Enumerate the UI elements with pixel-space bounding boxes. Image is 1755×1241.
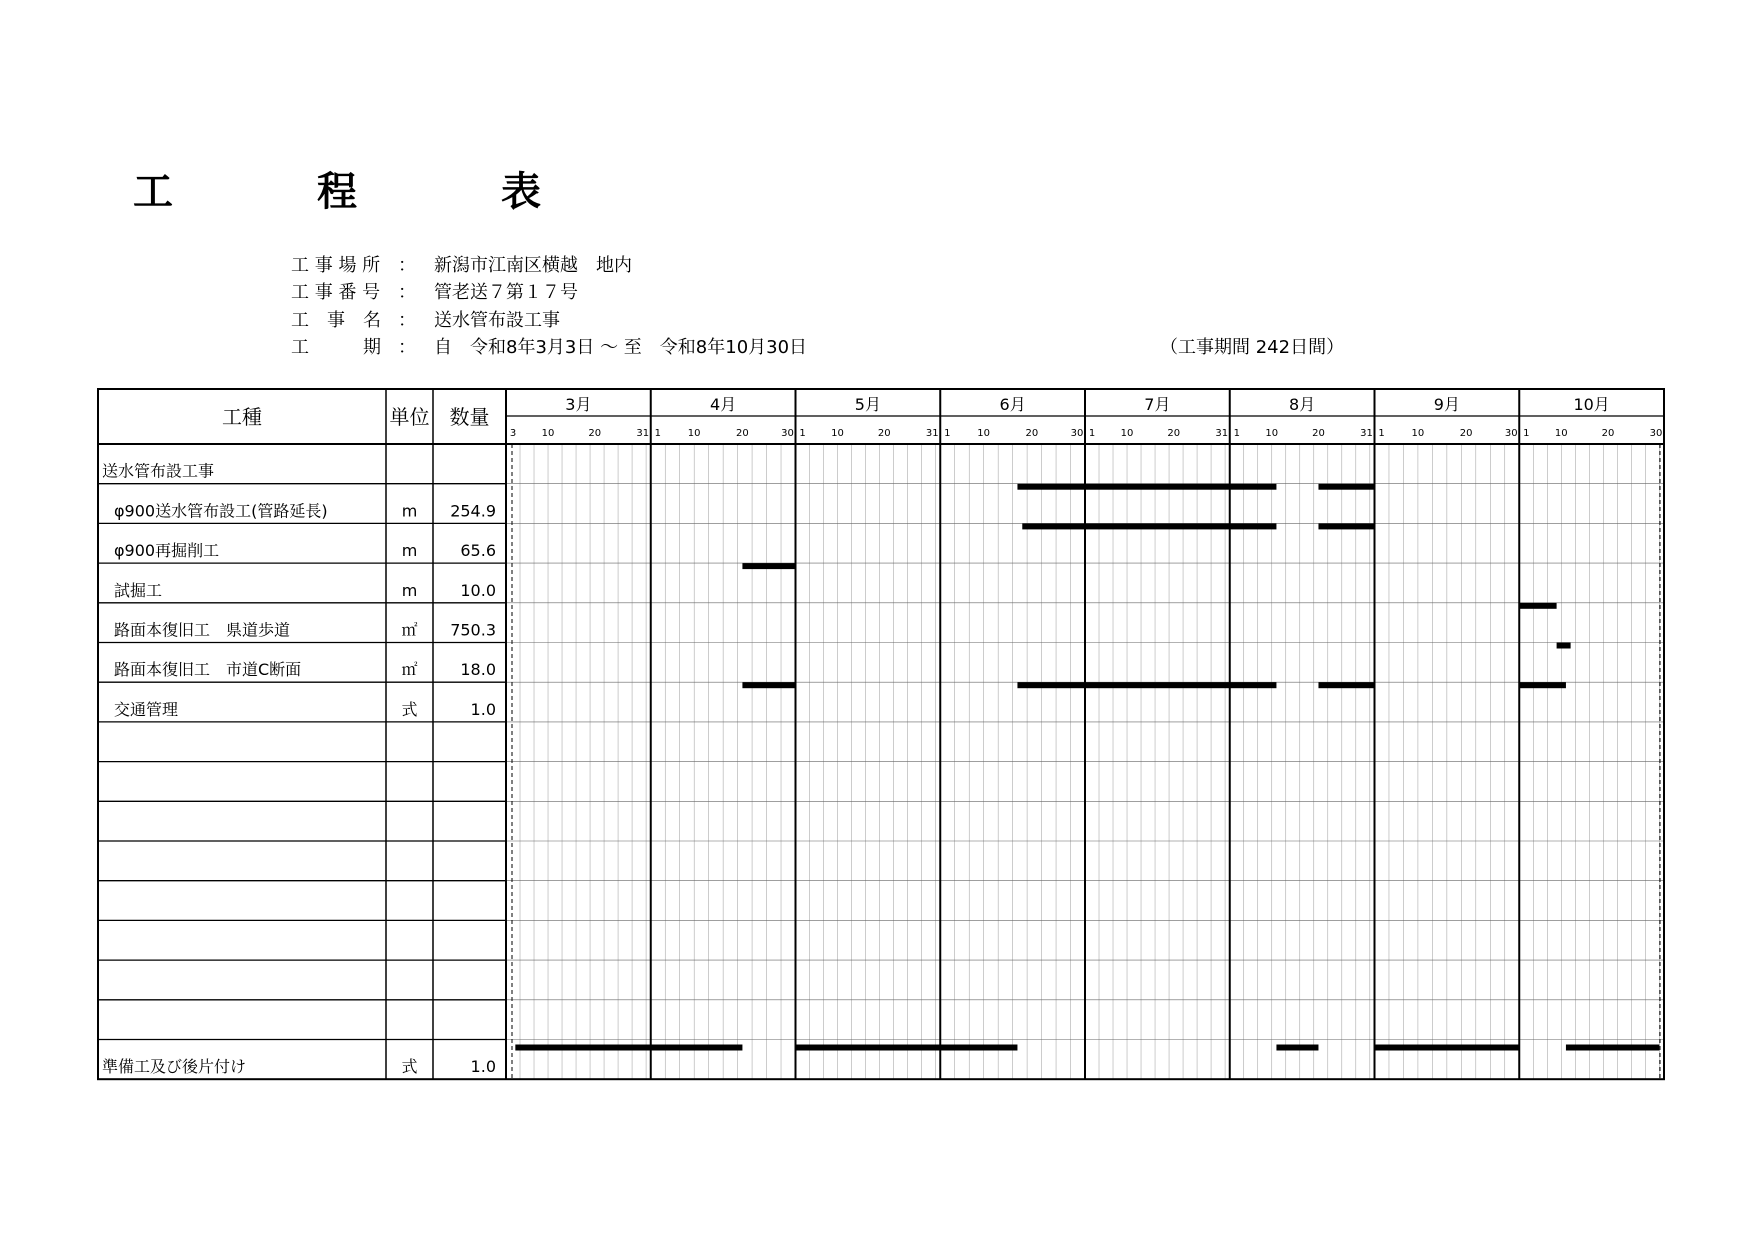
day-tick-label: 10 xyxy=(831,428,844,439)
info-value: 自 令和8年3月3日 ～ 至 令和8年10月30日 xyxy=(434,337,808,358)
day-tick-label: 31 xyxy=(1215,428,1229,439)
day-tick-label: 30 xyxy=(1649,428,1663,439)
schedule-bar xyxy=(1318,484,1374,490)
month-label: 7月 xyxy=(1144,395,1171,414)
day-tick-label: 20 xyxy=(1459,428,1473,439)
info-label: 工 事 番 号 xyxy=(291,282,381,303)
day-tick-label: 30 xyxy=(781,428,794,439)
day-tick-label: 20 xyxy=(1312,428,1325,439)
day-tick-label: 1 xyxy=(944,428,951,439)
info-label: 工 事 名 xyxy=(291,310,381,331)
day-tick-label: 10 xyxy=(541,428,555,439)
row-qty: 254.9 xyxy=(450,501,496,521)
day-tick-label: 1 xyxy=(654,428,661,439)
row-unit: m xyxy=(401,580,418,600)
schedule-bar xyxy=(742,682,795,688)
table-frame xyxy=(98,389,1664,1079)
month-label: 4月 xyxy=(710,395,737,414)
day-tick-label: 10 xyxy=(1554,428,1568,439)
day-tick-label: 1 xyxy=(799,428,806,439)
row-item-name: 準備工及び後片付け xyxy=(102,1057,247,1077)
day-tick-label: 31 xyxy=(925,428,939,439)
row-qty: 1.0 xyxy=(470,699,496,719)
header-unit: 単位 xyxy=(389,405,430,429)
schedule-bar xyxy=(1519,682,1566,688)
day-tick-label: 20 xyxy=(1601,428,1615,439)
day-tick-label: 10 xyxy=(1411,428,1425,439)
day-tick-label: 1 xyxy=(1378,428,1385,439)
row-item-name: 路面本復旧工 市道C断面 xyxy=(114,660,302,680)
row-item-name: φ900送水管布設工(管路延長) xyxy=(114,501,328,521)
day-tick-label: 31 xyxy=(1360,428,1373,439)
row-unit: 式 xyxy=(401,1057,418,1077)
row-qty: 65.6 xyxy=(460,541,496,561)
schedule-bar xyxy=(1022,523,1276,529)
month-label: 9月 xyxy=(1433,395,1460,414)
row-item-name: 試掘工 xyxy=(114,580,163,600)
month-label: 6月 xyxy=(999,395,1026,414)
row-item-name: 交通管理 xyxy=(114,699,179,719)
month-label: 5月 xyxy=(854,395,881,414)
row-unit: m xyxy=(401,541,418,561)
info-colon: ： xyxy=(398,310,416,331)
schedule-bar xyxy=(515,1045,742,1051)
schedule-bar xyxy=(1276,1045,1318,1051)
row-item-name: 送水管布設工事 xyxy=(102,461,215,481)
info-value: 管老送７第１７号 xyxy=(434,282,578,303)
schedule-bar xyxy=(742,563,795,569)
header-item: 工種 xyxy=(222,405,262,429)
schedule-bar xyxy=(1318,523,1374,529)
info-value: 新潟市江南区横越 地内 xyxy=(434,255,632,276)
day-tick-label: 10 xyxy=(977,428,991,439)
day-tick-label: 20 xyxy=(588,428,602,439)
schedule-bar xyxy=(1557,643,1571,649)
row-unit: ㎡ xyxy=(401,620,418,640)
schedule-bar xyxy=(1318,682,1374,688)
row-item-name: 路面本復旧工 県道歩道 xyxy=(114,620,291,640)
schedule-bar xyxy=(796,1045,1018,1051)
day-tick-label: 20 xyxy=(1025,428,1039,439)
day-tick-label: 31 xyxy=(636,428,650,439)
day-tick-label: 10 xyxy=(687,428,701,439)
day-tick-label: 20 xyxy=(1167,428,1181,439)
day-tick-label: 10 xyxy=(1120,428,1134,439)
document-title: 工 程 表 xyxy=(133,169,593,215)
month-label: 3月 xyxy=(565,395,592,414)
day-tick-label: 20 xyxy=(877,428,891,439)
info-label: 工 期 xyxy=(291,337,381,358)
term-duration: （工事期間 242日間） xyxy=(1160,337,1345,358)
month-label: 10月 xyxy=(1573,395,1610,414)
day-tick-label: 10 xyxy=(1265,428,1279,439)
info-colon: ： xyxy=(398,282,416,303)
schedule-bar xyxy=(1519,603,1556,609)
day-tick-label: 30 xyxy=(1070,428,1084,439)
info-value: 送水管布設工事 xyxy=(434,310,560,331)
day-tick-label: 30 xyxy=(1504,428,1518,439)
day-tick-label: 1 xyxy=(1088,428,1096,439)
day-tick-label: 1 xyxy=(1523,428,1530,439)
day-tick-label: 20 xyxy=(736,428,749,439)
row-qty: 10.0 xyxy=(460,580,496,600)
info-label: 工 事 場 所 xyxy=(291,255,381,276)
row-unit: 式 xyxy=(401,699,418,719)
month-label: 8月 xyxy=(1289,395,1316,414)
info-colon: ： xyxy=(398,337,416,358)
row-unit: ㎡ xyxy=(401,660,418,680)
schedule-bar xyxy=(1017,682,1276,688)
schedule-bar xyxy=(1017,484,1276,490)
header-qty: 数量 xyxy=(449,405,490,429)
schedule-bar xyxy=(1566,1045,1659,1051)
row-qty: 1.0 xyxy=(470,1057,496,1077)
row-unit: m xyxy=(401,501,418,521)
day-tick-label: 3 xyxy=(509,428,517,439)
schedule-bar xyxy=(1375,1045,1520,1051)
row-qty: 750.3 xyxy=(450,620,496,640)
info-colon: ： xyxy=(398,255,416,276)
day-tick-label: 1 xyxy=(1233,428,1240,439)
row-item-name: φ900再掘削工 xyxy=(114,541,220,561)
row-qty: 18.0 xyxy=(460,660,496,680)
